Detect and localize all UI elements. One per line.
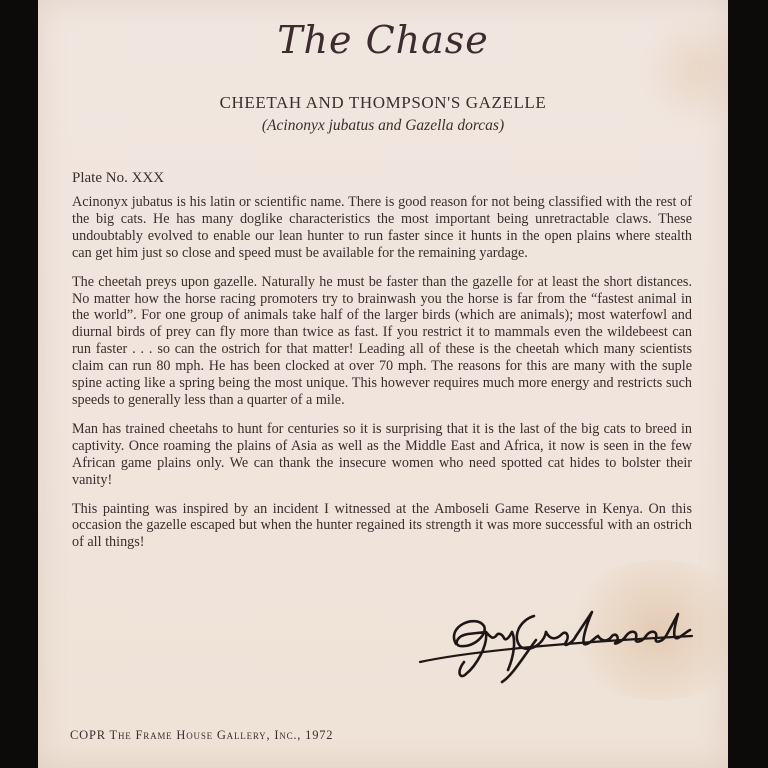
paragraph: The cheetah preys upon gazelle. Naturally he must be faster than the gazelle for at least the short distances. No matter how the horse racing promoters try to brainwash you the horse is far from the “fastest animal in the world”. For one group of animals take half of the larger birds (which are animals); most waterfowl and diurnal birds of prey can fly more than twice as fast. If you restrict it to mammals even the wildebeest can run faster . . . so can the ostrich for that matter! Leading all of these is the cheetah which many scientists claim can run 80 mph. He has been clocked at over 70 mph. The reasons for this are many with the suple spine acting like a spring being the most unique. This however requires much more energy and restricts such speeds to generally less than a quarter of a mile. [72, 273, 692, 408]
paragraph: Man has trained cheetahs to hunt for centuries so it is surprising that it is the last of the big cats to breed in captivity. Once roaming the plains of Asia as well as the Middle East and Africa, it now is seen in the few African game plains only. We can thank the insecure women who need spotted cat hides to bolster their vanity! [72, 420, 692, 488]
signature [416, 596, 696, 686]
copyright-notice: COPR The Frame House Gallery, Inc., 1972 [70, 728, 334, 742]
paragraph: Acinonyx jubatus is his latin or scientific name. There is good reason for not being classified with the rest of the big cats. He has many doglike characteristics the most important being unretractable claws. These undoubtably evolved to enable our lean hunter to run faster since it hunts in the open plains where stealth can get him just so close and speed must be available for the remaining yardage. [72, 194, 692, 261]
paragraph: This painting was inspired by an incident I witnessed at the Amboseli Game Reserve in Kenya. On this occasion the gazelle escaped but when the hunter regained its strength it was more successful with an ostrich of all things! [72, 500, 692, 551]
document-page [38, 0, 728, 768]
plate-number: Plate No. XXX [72, 170, 165, 186]
latin-names: (Acinonyx jubatus and Gazella dorcas) [261, 117, 505, 134]
document-title: The Chase [277, 18, 489, 62]
document-subtitle: CHEETAH AND THOMPSON'S GAZELLE [219, 93, 547, 112]
body-text [72, 194, 692, 563]
